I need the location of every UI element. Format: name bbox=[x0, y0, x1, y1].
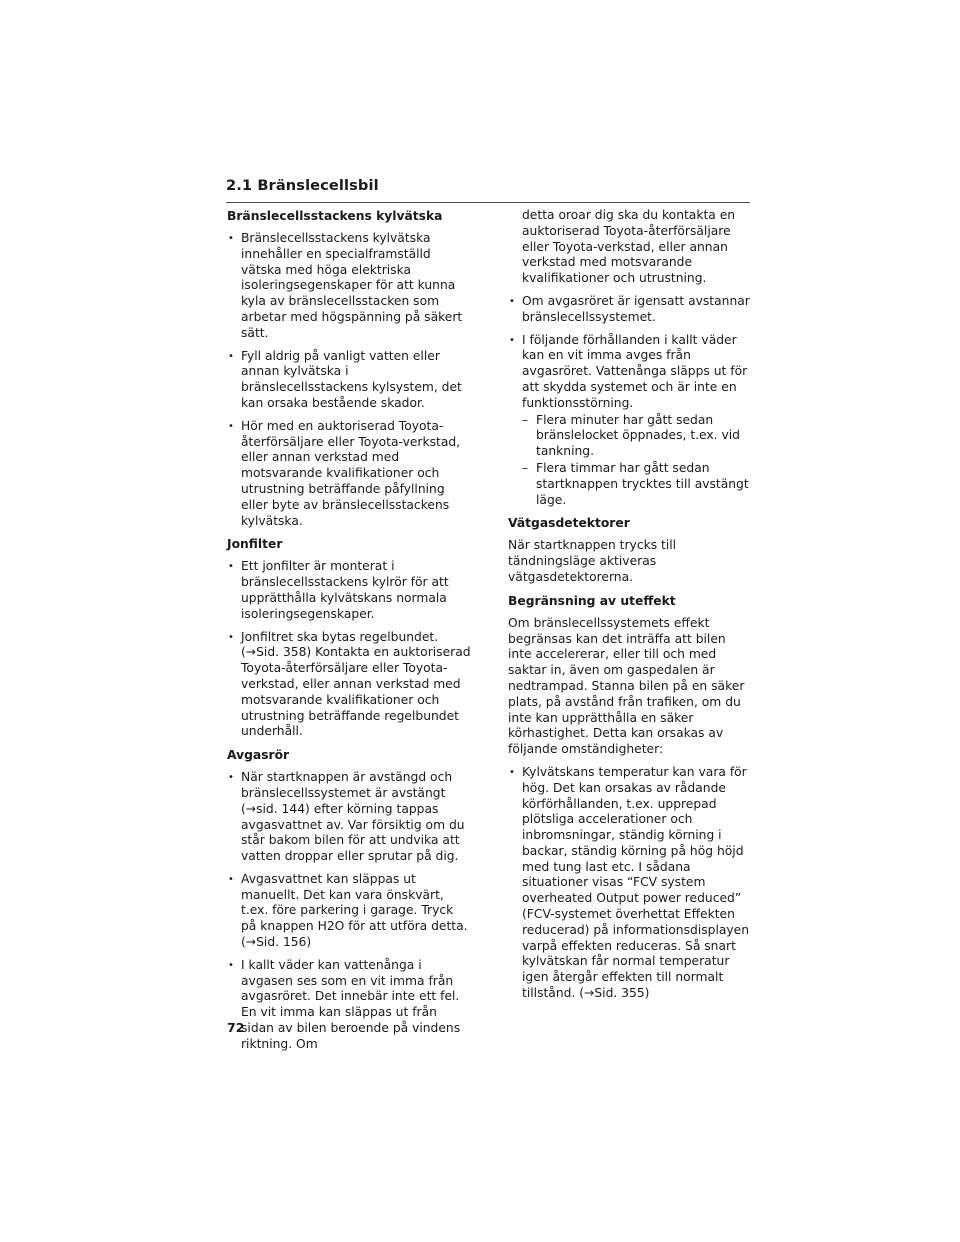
sub-list bbox=[522, 413, 750, 509]
list-item: • Ett jonfilter är monterat i bränslecellsstackens kylrör för att upprätthålla kylvätskans normala isoleringsegenskaper. bbox=[227, 559, 471, 622]
power-limit-list bbox=[508, 765, 750, 1002]
power-limit-heading: Begränsning av uteffekt bbox=[508, 593, 676, 608]
right-column bbox=[508, 208, 750, 1009]
list-item-text: I följande förhållanden i kallt väder kan en vit imma avges från avgasröret. Vattenånga släpps ut för att skydda systemet och är inte en funktionsstörning. bbox=[522, 332, 748, 410]
section-title: 2.1 Bränslecellsbil bbox=[226, 177, 379, 194]
list-item: • I kallt väder kan vattenånga i avgasen ses som en vit imma från avgasröret. Det innebär inte ett fel. En vit imma kan släppas ut från sidan av bilen beroende på vindens riktning. Om bbox=[227, 958, 471, 1053]
list-item: • Hör med en auktoriserad Toyota-återförsäljare eller Toyota-verkstad, eller annan verkstad med motsvarande kvalifikationer och utrustning beträffande påfyllning eller byte av bränslecellsstackens kylvätska. bbox=[227, 419, 471, 530]
list-item: • Kylvätskans temperatur kan vara för hög. Det kan orsakas av rådande körförhållanden, t.ex. upprepad plötsliga accelerationer och inbromsningar, ständig körning i backar, ständig körning på hög höjd med tung last etc. I sådana situationer visas “FCV system overheated Output power reduced” (FCV-systemet överhettat Effekten reducerad) på informationsdisplayen varpå effekten reduceras. Så snart kylvätskan får normal temperatur igen återgår effekten till normalt tillstånd. (→Sid. 355) bbox=[508, 765, 750, 1002]
sub-list-item: – Flera timmar har gått sedan startknappen trycktes till avstängt läge. bbox=[522, 461, 750, 508]
exhaust-list-continued bbox=[508, 294, 750, 508]
ion-filter-list bbox=[227, 559, 471, 740]
exhaust-list bbox=[227, 770, 471, 1053]
page-number: 72 bbox=[227, 1020, 245, 1035]
coolant-list bbox=[227, 231, 471, 529]
section-header bbox=[226, 176, 750, 203]
list-item: • Fyll aldrig på vanligt vatten eller annan kylvätska i bränslecellsstackens kylsystem, det kan orsaka bestående skador. bbox=[227, 349, 471, 412]
left-column bbox=[227, 208, 471, 1060]
exhaust-heading: Avgasrör bbox=[227, 748, 290, 763]
sub-list-item: – Flera minuter har gått sedan bränslelocket öppnades, t.ex. vid tankning. bbox=[522, 413, 750, 460]
list-item: • Avgasvattnet kan släppas ut manuellt. Det kan vara önskvärt, t.ex. före parkering i garage. Tryck på knappen H2O för att utföra detta. (→Sid. 156) bbox=[227, 872, 471, 951]
continued-text: detta oroar dig ska du kontakta en auktoriserad Toyota-återförsäljare eller Toyota-verkstad, eller annan verkstad med motsvarande kvalifikationer och utrustning. bbox=[522, 208, 736, 286]
ion-filter-heading: Jonfilter bbox=[227, 537, 283, 552]
hydrogen-detectors-text: När startknappen trycks till tändningsläge aktiveras vätgasdetektorerna. bbox=[508, 538, 677, 584]
list-item: • Bränslecellsstackens kylvätska innehåller en specialframställd vätska med höga elektriska isoleringsegenskaper för att kunna kyla av bränslecellsstacken som arbetar med högspänning på säkert sätt. bbox=[227, 231, 471, 342]
list-item: • När startknappen är avstängd och bränslecellssystemet är avstängt (→sid. 144) efter körning tappas avgasvattnet av. Var försiktig om du står bakom bilen för att undvika att vatten droppar eller sprutar på dig. bbox=[227, 770, 471, 865]
list-item: • Jonfiltret ska bytas regelbundet. (→Sid. 358) Kontakta en auktoriserad Toyota-återförsäljare eller Toyota-verkstad, eller annan verkstad med motsvarande kvalifikationer och utrustning beträffande regelbundet underhåll. bbox=[227, 630, 471, 741]
list-item bbox=[508, 333, 750, 509]
hydrogen-detectors-heading: Vätgasdetektorer bbox=[508, 516, 630, 531]
list-item: • Om avgasröret är igensatt avstannar bränslecellssystemet. bbox=[508, 294, 750, 326]
coolant-heading: Bränslecellsstackens kylvätska bbox=[227, 209, 443, 223]
power-limit-text: Om bränslecellssystemets effekt begränsas kan det inträffa att bilen inte accelererar, eller till och med saktar in, även om gaspedalen är nedtrampad. Stanna bilen på en säker plats, på avstånd från trafiken, om du inte kan upprätthålla en säker körhastighet. Detta kan orsakas av följande omständigheter: bbox=[508, 615, 745, 757]
